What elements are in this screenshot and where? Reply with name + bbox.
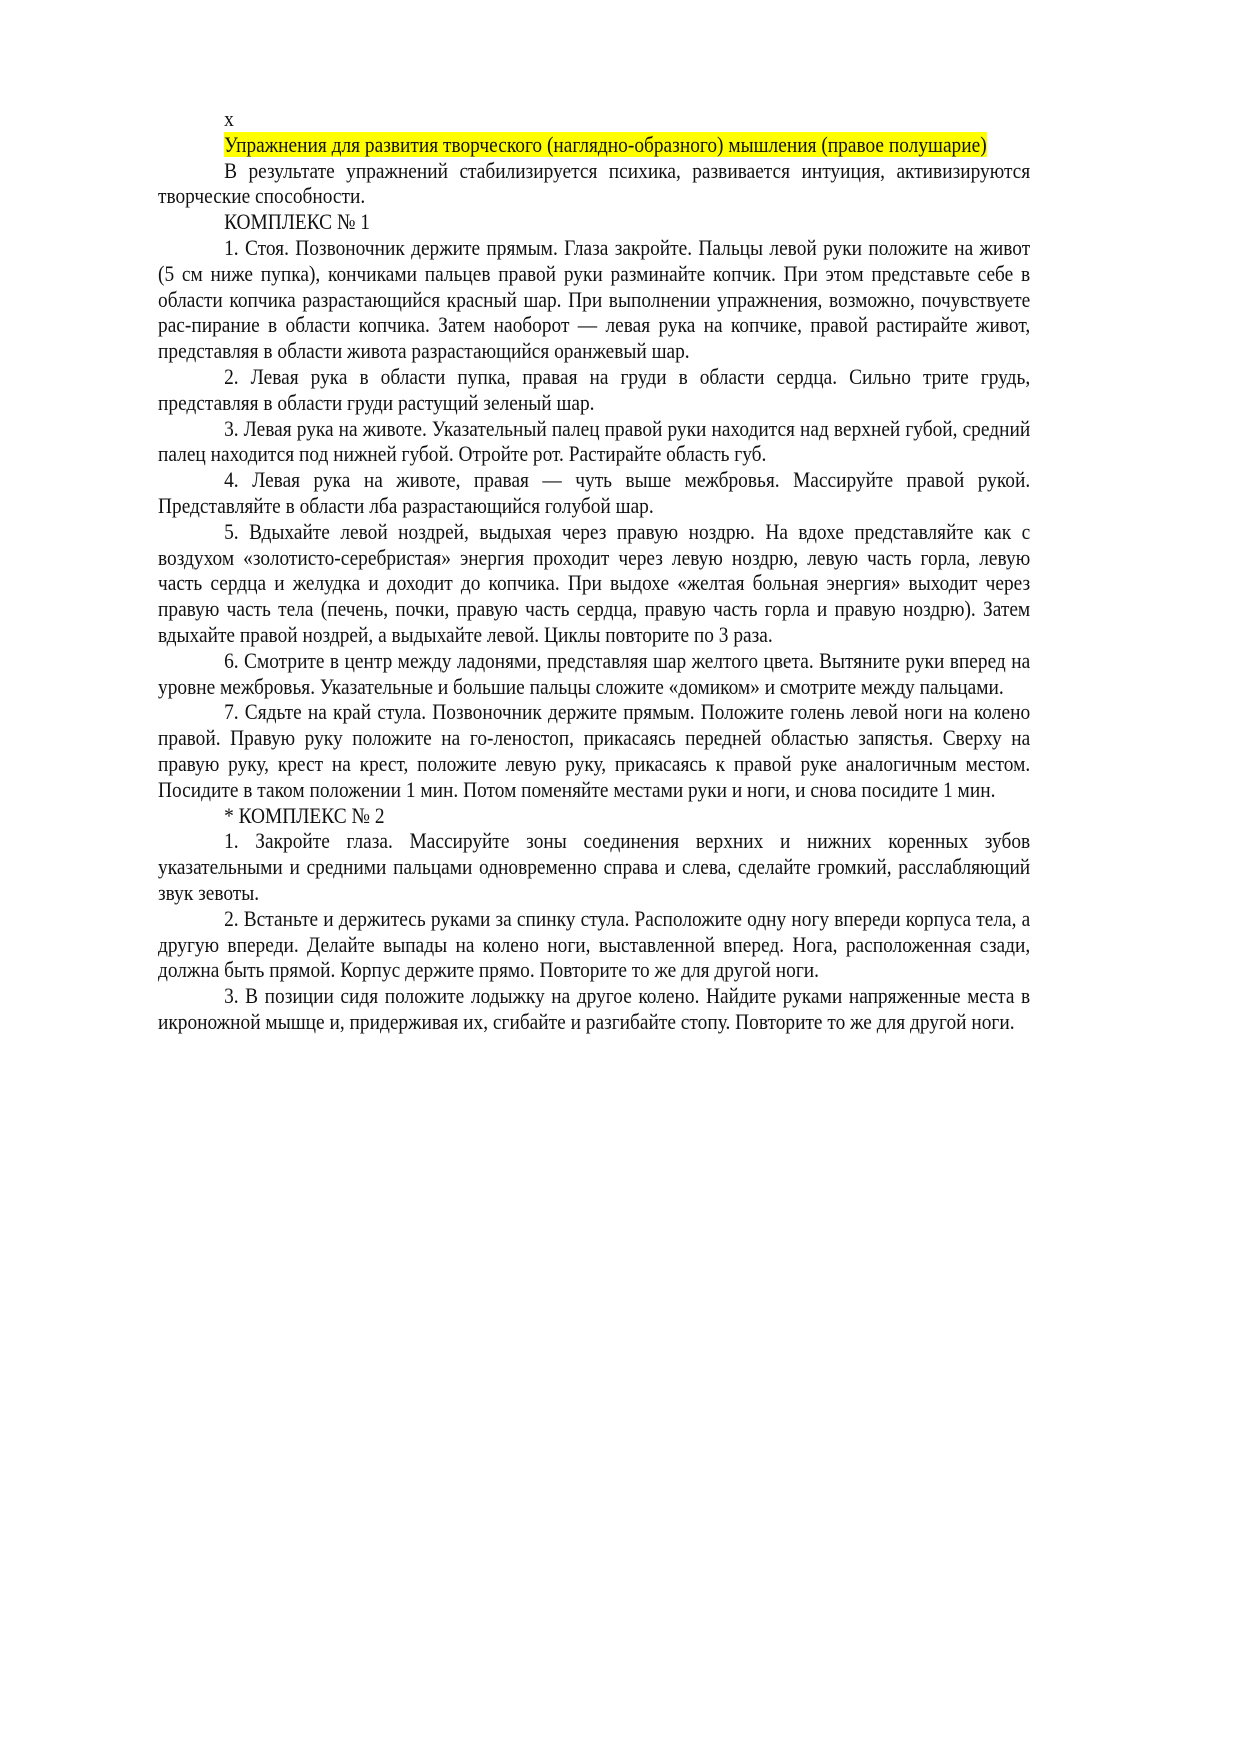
- exercise-paragraph: 2. Встаньте и держитесь руками за спинку стула. Расположите одну ногу впереди корпуса тела, а другую впереди. Делайте выпады на колено ноги, выставленной вперед. Нога, расположенная сзади, должна быть прямой. Корпус держите прямо. Повторите то же для другой ноги.: [158, 905, 1031, 983]
- heading: [158, 132, 1030, 158]
- document-page: [158, 106, 1030, 1035]
- exercise-paragraph: 2. Левая рука в области пупка, правая на груди в области сердца. Сильно трите грудь, представляя в области груди растущий зеленый шар.: [158, 363, 1031, 415]
- exercise-paragraph: 6. Смотрите в центр между ладонями, представляя шар желтого цвета. Вытяните руки вперед на уровне межбровья. Указательные и большие пальцы сложите «домиком» и смотрите между пальцами.: [158, 647, 1031, 699]
- exercise-paragraph: 3. Левая рука на животе. Указательный палец правой руки находится над верхней губой, средний палец находится под нижней губой. Отройте рот. Растирайте область губ.: [158, 415, 1031, 467]
- exercise-paragraph: 3. В позиции сидя положите лодыжку на другое колено. Найдите руками напряженные места в икроножной мышце и, придерживая их, сгибайте и разгибайте стопу. Повторите то же для другой ноги.: [158, 983, 1031, 1034]
- highlighted-heading: Упражнения для развития творческого (наглядно-образного) мышления (правое полушарие): [224, 131, 987, 157]
- exercise-paragraph: 4. Левая рука на животе, правая — чуть выше межбровья. Массируйте правой рукой. Представляйте в области лба разрастающийся голубой шар.: [158, 467, 1031, 518]
- exercise-paragraph: 1. Закройте глаза. Массируйте зоны соединения верхних и нижних коренных зубов указательными и средними пальцами одновременно справа и слева, сделайте громкий, расслабляющий звук зевоты.: [158, 828, 1031, 905]
- exercise-paragraph: 1. Стоя. Позвоночник держите прямым. Глаза закройте. Пальцы левой руки положите на живот (5 см ниже пупка), кончиками пальцев правой руки разминайте копчик. При этом представьте себе в области копчика разрастающийся красный шар. При выполнении упражнения, возможно, почувствуете рас-пирание в области копчика. Затем наоборот — левая рука на копчике, правой растирайте живот, представляя в области живота разрастающийся оранжевый шар.: [158, 234, 1031, 364]
- intro-paragraph: В результате упражнений стабилизируется психика, развивается интуиция, активизируются творческие способности.: [158, 157, 1031, 209]
- marker-text: x: [224, 106, 234, 131]
- exercise-paragraph: 5. Вдыхайте левой ноздрей, выдыхая через правую ноздрю. На вдохе представляйте как с воздухом «золотисто-серебристая» энергия проходит через левую ноздрю, левую часть горла, левую часть сердца и желудка и доходит до копчика. При выдохе «желтая больная энергия» выходит через правую часть тела (печень, почки, правую часть сердца, правую часть горла и правую ноздрю). Затем вдыхайте правой ноздрей, а выдыхайте левой. Циклы повторите по 3 раза.: [158, 518, 1031, 647]
- exercise-paragraph: 7. Сядьте на край стула. Позвоночник держите прямым. Положите голень левой ноги на колено правой. Правую руку положите на го-леностоп, прикасаясь передней областью запястья. Сверху на правую руку, крест на крест, положите левую руку, прикасаясь к правой руке аналогичным местом. Посидите в таком положении 1 мин. Потом поменяйте местами руки и ноги, и снова посидите 1 мин.: [158, 699, 1031, 802]
- complex-2-title: * КОМПЛЕКС № 2: [224, 802, 385, 828]
- complex-1-title: КОМПЛЕКС № 1: [224, 209, 370, 235]
